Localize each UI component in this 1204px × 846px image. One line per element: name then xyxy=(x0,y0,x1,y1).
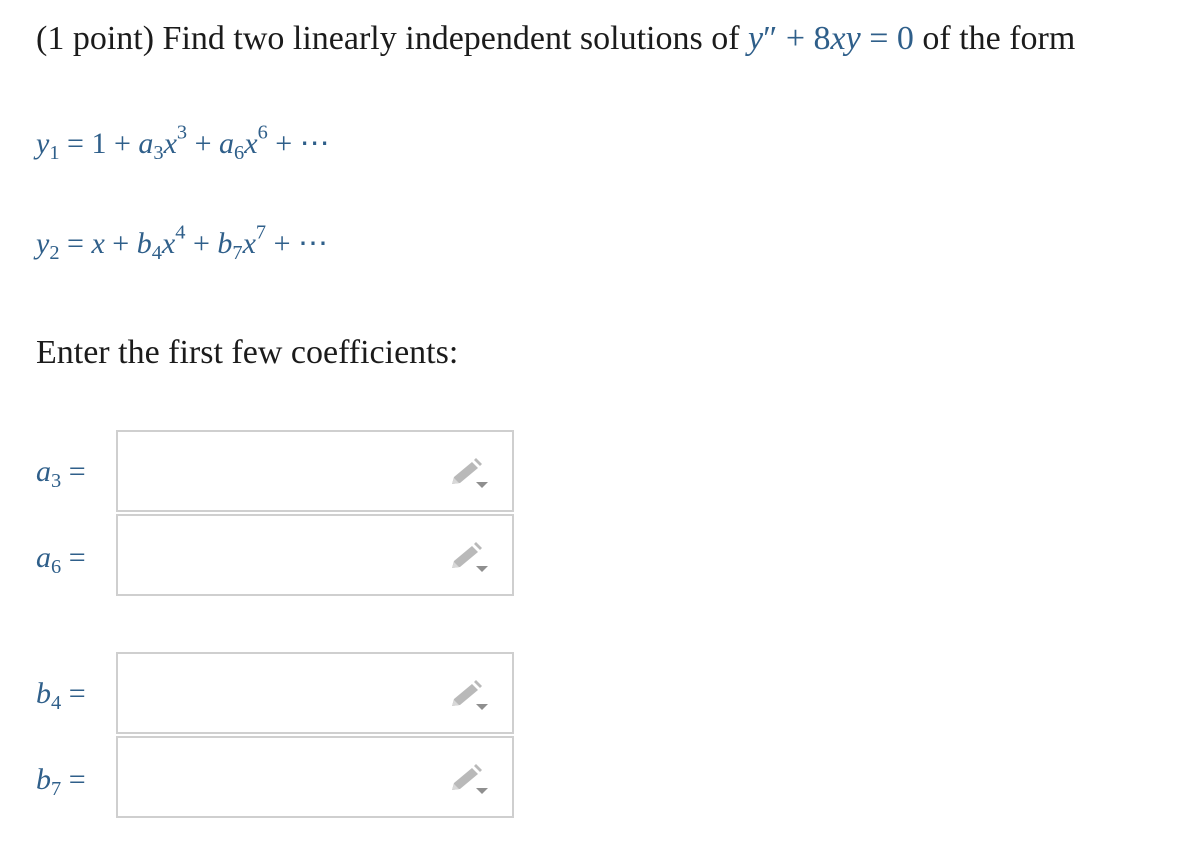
coefficient-label-b7: $b_7$ = xyxy=(36,763,86,801)
prompt-text-after: of the form xyxy=(913,20,1076,57)
coefficient-label-a6: $a_6$ = xyxy=(36,541,86,579)
differential-equation: y″ + 8xy = 0 xyxy=(748,20,914,57)
answer-field-a3[interactable] xyxy=(116,430,514,512)
pencil-icon[interactable] xyxy=(448,678,492,714)
pencil-icon[interactable] xyxy=(448,762,492,798)
answer-field-b7[interactable] xyxy=(116,736,514,818)
series-form-y2: $y_2 = x + b_4x^4 + b_7x^7$ + ⋯ xyxy=(36,221,329,265)
prompt-text-before: Find two linearly independent solutions of xyxy=(154,20,749,57)
series-form-y1: $y_1 = 1 + a_3x^3 + a_6x^6$ + ⋯ xyxy=(36,121,330,165)
points-label: (1 point) xyxy=(36,20,155,57)
coefficient-label-a3: $a_3$ = xyxy=(36,455,86,493)
problem-statement xyxy=(36,14,1075,64)
coefficient-label-b4: $b_4$ = xyxy=(36,677,86,715)
answer-field-b4[interactable] xyxy=(116,652,514,734)
instruction-text: Enter the first few coefficients: xyxy=(36,334,459,371)
pencil-icon[interactable] xyxy=(448,456,492,492)
pencil-icon[interactable] xyxy=(448,540,492,576)
answer-field-a6[interactable] xyxy=(116,514,514,596)
